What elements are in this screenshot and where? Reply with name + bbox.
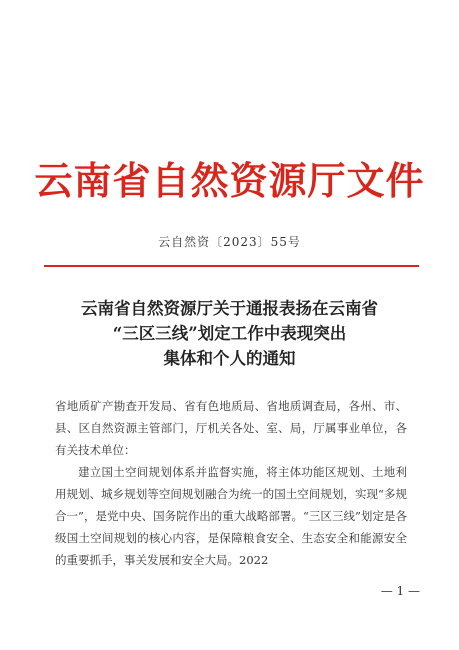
- subject-line-3: 集体和个人的通知: [163, 349, 296, 368]
- notice-subject: [0, 296, 459, 371]
- issuer-title: 云南省自然资源厅文件: [34, 158, 425, 203]
- document-number: 云自然资〔2023〕55号: [158, 235, 301, 249]
- subject-line-2: “三区三线”划定工作中表现突出: [112, 324, 347, 343]
- subject-line-1: 云南省自然资源厅关于通报表扬在云南省: [81, 299, 378, 318]
- page-number: — 1 —: [380, 584, 420, 598]
- red-divider-line: [44, 265, 419, 267]
- notice-body: [55, 395, 407, 571]
- body-paragraph-1: 建立国土空间规划体系并监督实施，将主体功能区规划、土地利用规划、城乡规划等空间规划融合为统一的国土空间规划，实现“多规合一”，是党中央、国务院作出的重大战略部署。“三区三线”划定是各级国土空间规划的核心内容，是保障粮食安全、生态安全和能源安全的重要抓手，事关发展和安全大局。2022: [55, 465, 407, 567]
- addressees: 省地质矿产勘查开发局、省有色地质局、省地质调查局，各州、市、县、区自然资源主管部门，厅机关各处、室、局，厅属事业单位，各有关技术单位：: [55, 399, 407, 457]
